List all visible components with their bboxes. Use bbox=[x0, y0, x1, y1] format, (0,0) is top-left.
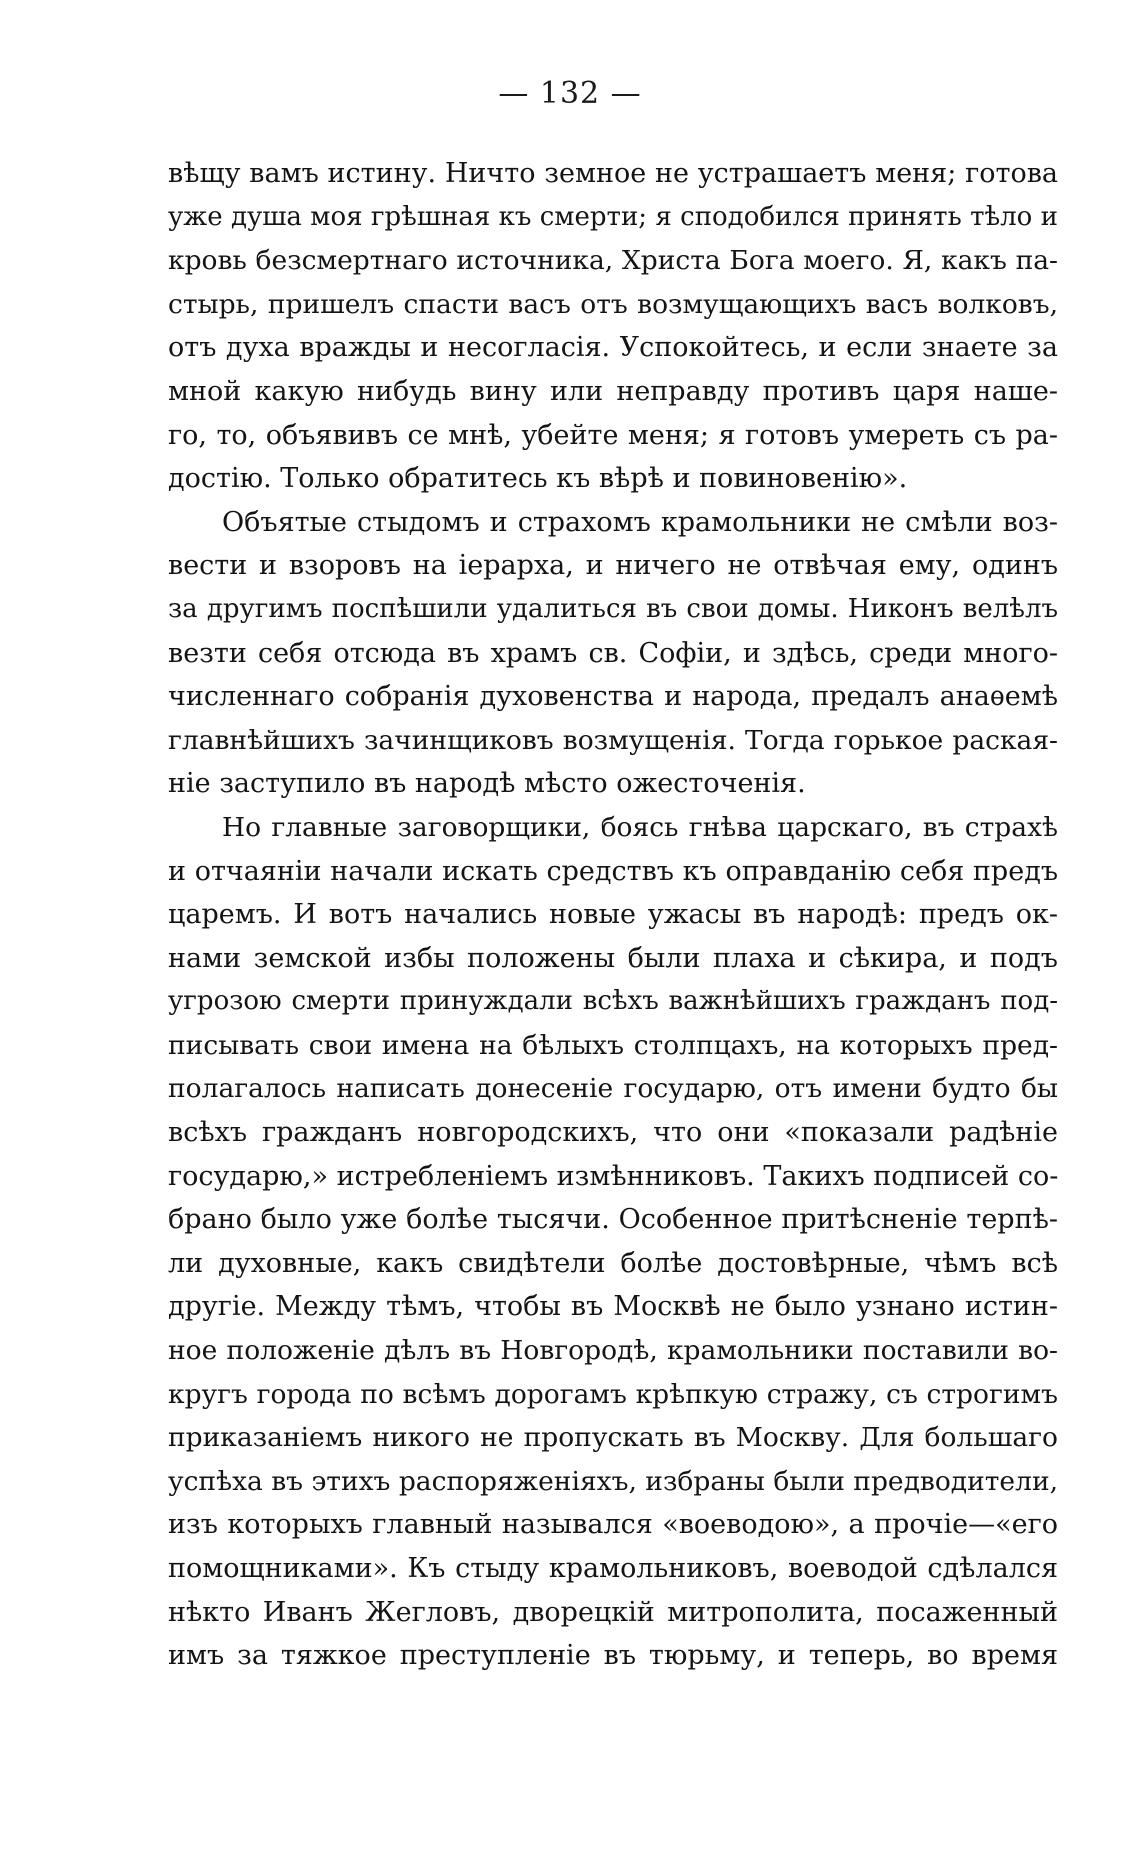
text-line: уже душа моя грѣшная къ смерти; я сподобился принять тѣло и bbox=[168, 201, 1058, 232]
body-text bbox=[168, 152, 1058, 1678]
text-line: численнаго собранія духовенства и народа, предалъ анаѳемѣ bbox=[168, 681, 1058, 713]
text-line: ніе заступило въ народѣ мѣсто ожесточенія. bbox=[168, 768, 806, 800]
text-line: ное положеніе дѣлъ въ Новгородѣ, крамольники поставили во- bbox=[168, 1335, 1058, 1367]
text-line: имъ за тяжкое преступленіе въ тюрьму, и теперь, во время bbox=[168, 1640, 1058, 1672]
page-number: — 132 — bbox=[498, 76, 642, 111]
text-line: изъ которыхъ главный назывался «воеводою», а прочіе—«его bbox=[168, 1509, 1058, 1541]
text-line: Объятые стыдомъ и страхомъ крамольники не смѣли воз- bbox=[222, 506, 1058, 538]
text-line: полагалось написать донесеніе государю, отъ имени будто бы bbox=[168, 1073, 1058, 1105]
text-line: везти себя отсюда въ храмъ св. Софіи, и здѣсь, среди много- bbox=[168, 637, 1058, 669]
text-line: успѣха въ этихъ распоряженіяхъ, избраны были предводители, bbox=[168, 1465, 1058, 1497]
text-line: нами земской избы положены были плаха и сѣкира, и подъ bbox=[168, 942, 1058, 974]
text-line: угрозою смерти принуждали всѣхъ важнѣйшихъ гражданъ под- bbox=[168, 986, 1058, 1017]
text-line: помощниками». Къ стыду крамольниковъ, воеводой сдѣлался bbox=[168, 1553, 1058, 1584]
text-line: государю,» истребленіемъ измѣнниковъ. Такихъ подписей со- bbox=[168, 1160, 1058, 1192]
text-line: кругъ города по всѣмъ дорогамъ крѣпкую стражу, съ строгимъ bbox=[168, 1378, 1058, 1410]
text-line: стырь, пришелъ спасти васъ отъ возмущающихъ васъ волковъ, bbox=[168, 288, 1058, 320]
text-line: нѣкто Иванъ Жегловъ, дворецкій митрополита, посаженный bbox=[168, 1596, 1058, 1628]
text-line: за другимъ поспѣшили удалиться въ свои домы. Никонъ велѣлъ bbox=[168, 593, 1058, 624]
text-line: Но главные заговорщики, боясь гнѣва царскаго, въ страхѣ bbox=[222, 811, 1058, 843]
text-line: всѣхъ гражданъ новгородскихъ, что они «показали радѣніе bbox=[168, 1117, 1058, 1149]
paragraph-1 bbox=[168, 152, 1058, 501]
text-line: вести и взоровъ на іерарха, и ничего не отвѣчая ему, одинъ bbox=[168, 550, 1058, 582]
text-line: главнѣйшихъ зачинщиковъ возмущенія. Тогда горькое раская- bbox=[168, 724, 1058, 756]
text-line: писывать свои имена на бѣлыхъ столпцахъ, на которыхъ пред- bbox=[168, 1029, 1058, 1061]
text-line: ли духовные, какъ свидѣтели болѣе достовѣрные, чѣмъ всѣ bbox=[168, 1247, 1058, 1279]
text-line: другіе. Между тѣмъ, чтобы въ Москвѣ не было узнано истин- bbox=[168, 1291, 1058, 1323]
text-line: и отчаяніи начали искать средствъ къ оправданію себя предъ bbox=[168, 855, 1058, 887]
text-line: мной какую нибудь вину или неправду противъ царя нашe- bbox=[168, 375, 1058, 407]
paragraph-3 bbox=[168, 806, 1058, 1678]
text-line: брано было уже болѣе тысячи. Особенное притѣсненіе терпѣ- bbox=[168, 1204, 1058, 1236]
text-line: достію. Только обратитесь къ вѣрѣ и повиновенію». bbox=[168, 463, 908, 495]
text-line: вѣщу вамъ истину. Ничто земное не устрашаетъ меня; готова bbox=[168, 158, 1058, 189]
text-line: приказаніемъ никого не пропускать въ Москву. Для большаго bbox=[168, 1422, 1058, 1454]
paragraph-2 bbox=[168, 501, 1058, 806]
text-line: царемъ. И вотъ начались новые ужасы въ народѣ: предъ ок- bbox=[168, 899, 1058, 931]
text-line: кровь безсмертнаго источника, Христа Бога моего. Я, какъ па- bbox=[168, 245, 1058, 277]
text-line: отъ духа вражды и несогласія. Успокойтесь, и если знаете за bbox=[168, 332, 1058, 364]
text-line: го, то, объявивъ се мнѣ, убейте меня; я готовъ умереть съ ра- bbox=[168, 419, 1058, 451]
